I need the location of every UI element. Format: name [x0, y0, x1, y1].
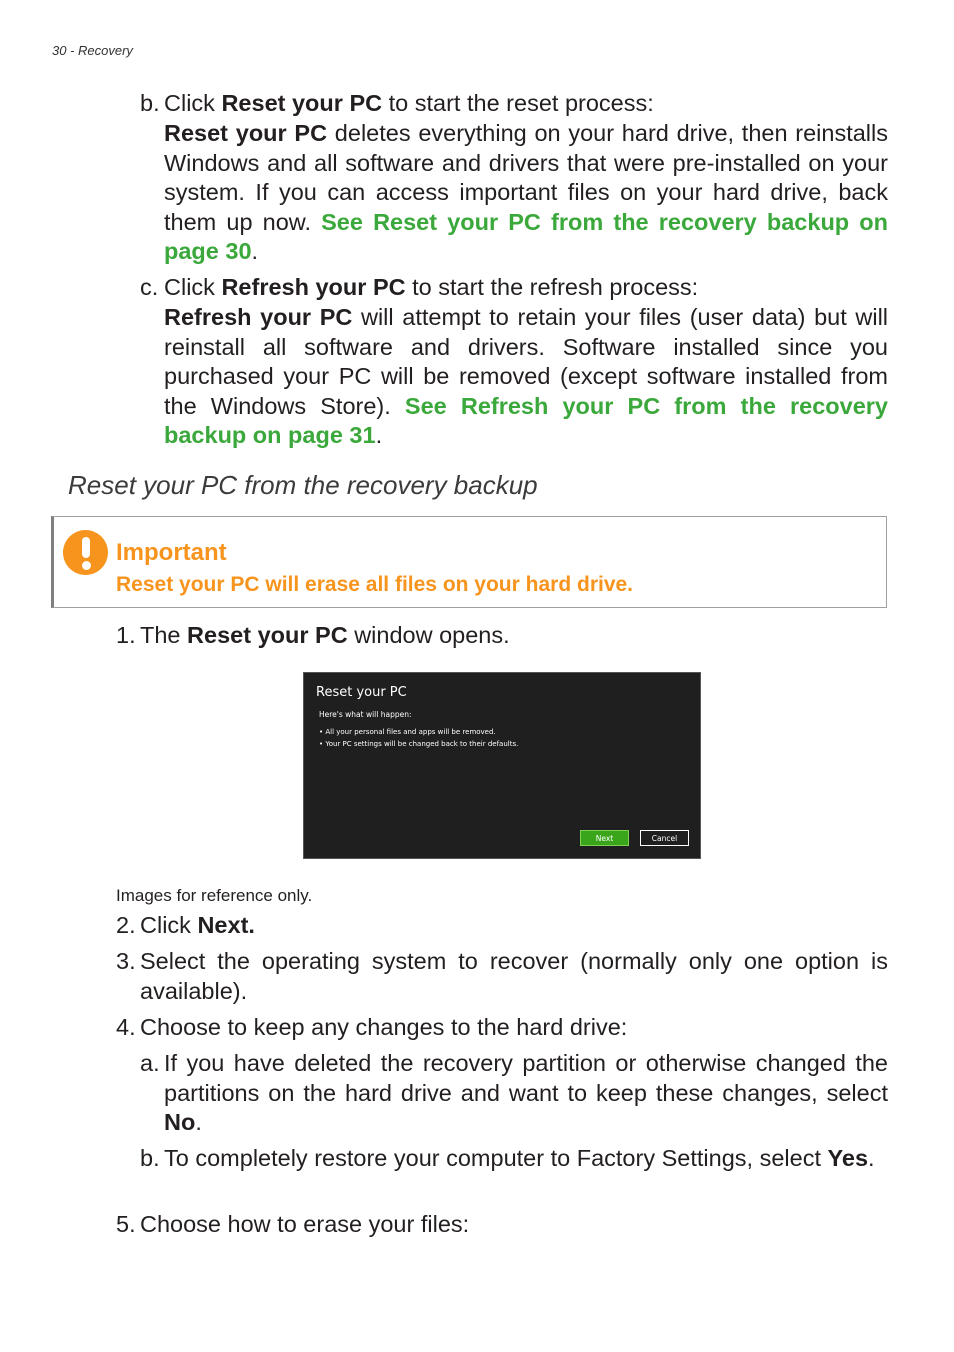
cancel-button[interactable]: Cancel: [640, 830, 689, 846]
important-title: Important: [116, 539, 227, 566]
image-caption: Images for reference only.: [116, 886, 313, 905]
step-b-body: Reset your PC deletes everything on your hard drive, then reinstalls Windows and all software and drivers that were pre-installed on your system. If you can access important files on your hard drive, back them up now. See Reset your PC from the recovery backup on page 30.: [164, 120, 888, 264]
reset-pc-screenshot: [303, 672, 701, 859]
exclamation-icon: [63, 530, 108, 575]
shot-bullet: • Your PC settings will be changed back to their defaults.: [319, 740, 519, 748]
shot-title: Reset your PC: [316, 685, 407, 700]
step-4-text: Choose to keep any changes to the hard drive:: [140, 1014, 628, 1040]
shot-subtitle: Here's what will happen:: [319, 710, 412, 719]
step-c-intro: Click Refresh your PC to start the refresh process:: [164, 274, 699, 300]
step-2-text: Click Next.: [140, 912, 255, 938]
step-1-label: 1.: [116, 622, 136, 648]
step-3-label: 3.: [116, 948, 136, 974]
step-4a-label: a.: [140, 1050, 160, 1076]
section-title: Reset your PC from the recovery backup: [68, 470, 538, 500]
important-text: Reset your PC will erase all files on your hard drive.: [116, 573, 634, 596]
important-callout: [51, 516, 887, 608]
step-5-label: 5.: [116, 1211, 136, 1237]
step-2-label: 2.: [116, 912, 136, 938]
reset-link[interactable]: See Reset your PC from the recovery backup on page 30: [164, 208, 888, 264]
step-c-body: Refresh your PC will attempt to retain your files (user data) but will reinstall all software and drivers. Software installed since you purchased your PC will be removed (except software installed from the Windows Store). See Refresh your PC from the recovery backup on page 31.: [164, 304, 889, 448]
step-b-label: b.: [140, 90, 160, 116]
shot-bullet-list: [319, 726, 518, 750]
step-4-label: 4.: [116, 1014, 136, 1040]
page-header: 30 - Recovery: [52, 43, 133, 58]
step-1-text: The Reset your PC window opens.: [140, 622, 510, 648]
next-button[interactable]: Next: [580, 830, 629, 846]
shot-bullet: • All your personal files and apps will be removed.: [319, 728, 496, 736]
step-3-text: Select the operating system to recover (normally only one option is available).: [140, 948, 888, 1004]
step-4b-text: To completely restore your computer to Factory Settings, select Yes.: [164, 1145, 875, 1171]
step-c-label: c.: [140, 274, 159, 300]
step-4a-text: If you have deleted the recovery partition or otherwise changed the partitions on the hard drive and want to keep these changes, select No.: [164, 1050, 888, 1135]
step-b-intro: Click Reset your PC to start the reset process:: [164, 90, 654, 116]
step-4b-label: b.: [140, 1145, 160, 1171]
step-5-text: Choose how to erase your files:: [140, 1211, 470, 1237]
refresh-link[interactable]: See Refresh your PC from the recovery backup on page 31: [164, 392, 889, 448]
